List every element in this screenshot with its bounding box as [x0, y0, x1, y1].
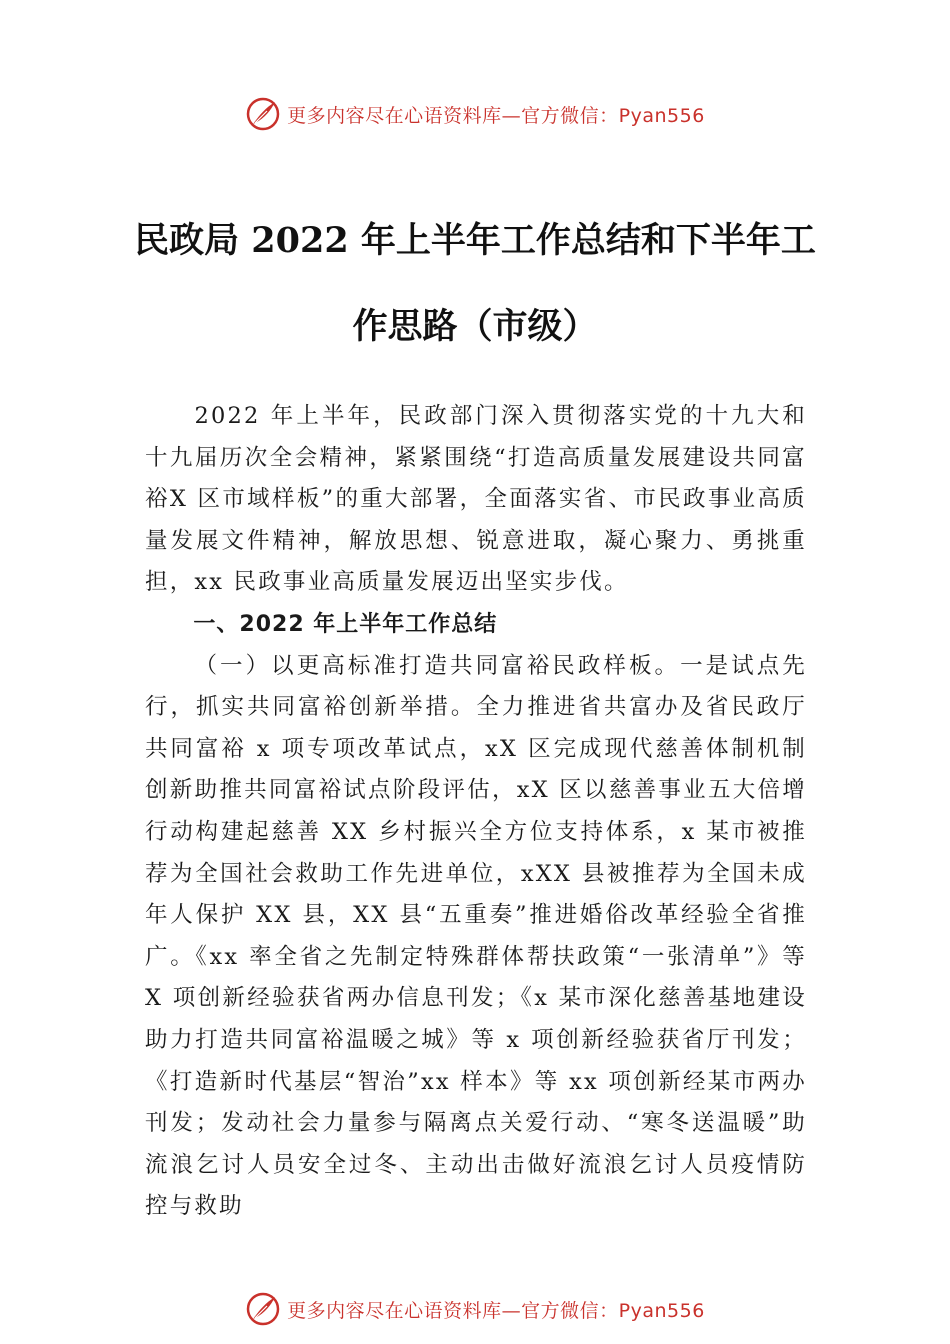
document-title	[120, 198, 830, 370]
quill-logo-icon	[245, 1291, 281, 1327]
wechat-id: Pyan556	[618, 1299, 705, 1322]
header-watermark	[0, 94, 950, 134]
footer-watermark	[0, 1289, 950, 1329]
section-1-paragraph: （一）以更高标准打造共同富裕民政样板。一是试点先行，抓实共同富裕创新举措。全力推进省共富办及省民政厅共同富裕 x 项专项改革试点，xX 区完成现代慈善体制机制创新助推共同富裕试点阶段评估，xX 区以慈善事业五大倍增行动构建起慈善 XX 乡村振兴全方位支持体系，x 某市被推荐为全国社会救助工作先进单位，xXX 县被推荐为全国未成年人保护 XX 县，XX 县“五重奏”推进婚俗改革经验全省推广。《xx 率全省之先制定特殊群体帮扶政策“一张清单”》等 X 项创新经验获省两办信息刊发；《x 某市深化慈善基地建设助力打造共同富裕温暖之城》等 x 项创新经验获省厅刊发；《打造新时代基层“智治”xx 样本》等 xx 项创新经某市两办刊发；发动社会力量参与隔离点关爱行动、“寒冬送温暖”助流浪乞讨人员安全过冬、主动出击做好流浪乞讨人员疫情防控与救助	[145, 652, 807, 1220]
intro-paragraph: 2022 年上半年，民政部门深入贯彻落实党的十九大和十九届历次全会精神，紧紧围绕“打造高质量发展建设共同富裕X 区市域样板”的重大部署，全面落实省、市民政事业高质量发展文件精神，解放思想、锐意进取，凝心聚力、勇挑重 担，xx 民政事业高质量发展迈出坚实步伐。	[145, 403, 807, 596]
title-line-2: 作思路（市级）	[352, 306, 598, 347]
watermark-text: 更多内容尽在心语资料库—官方微信：Pyan556	[287, 1299, 705, 1322]
title-line-1: 民政局 2022 年上半年工作总结和下半年工	[134, 220, 816, 261]
wechat-id: Pyan556	[618, 104, 705, 127]
quill-logo-icon	[245, 96, 281, 132]
document-body	[145, 396, 807, 1228]
section-1-heading: 一、2022 年上半年工作总结	[193, 611, 498, 637]
watermark-text: 更多内容尽在心语资料库—官方微信：Pyan556	[287, 104, 705, 127]
